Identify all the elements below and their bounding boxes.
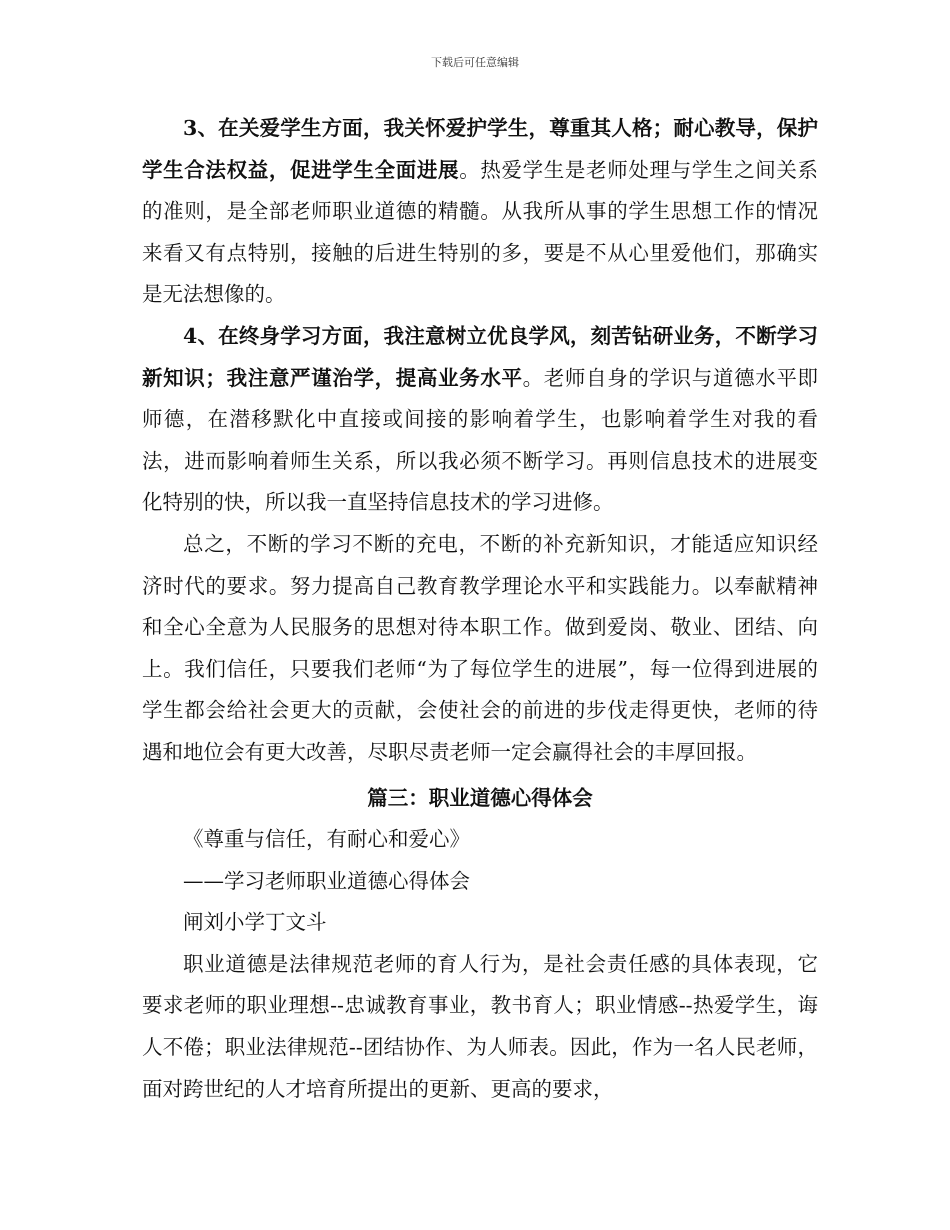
page-header: 下载后可任意编辑 [431,56,519,69]
document-body [142,108,818,1110]
paragraph-ethics-intro [142,944,818,1110]
essay-subtitle: ——学习老师职业道德心得体会 [183,868,470,893]
paragraph-text: 。老师自身的学识与道德水平即师德，在潜移默化中直接或间接的影响着学生，也影响着学生对我的看法，进而影响着师生关系，所以我必须不断学习。再则信息技术的进展变化特别的快，所以我一直坚持信息技术的学习进修。 [142,365,819,515]
paragraph-summary [142,524,818,774]
paragraph-text: 。热爱学生是老师处理与学生之间关系的准则，是全部老师职业道德的精髓。从我所从事的学生思想工作的情况来看又有点特别，接触的后进生特别的多，要是不从心里爱他们，那确实是无法想像的。 [142,157,819,307]
paragraph-heading: 4、在终身学习方面，我注意树立优良学风，刻苦钻研业务，不断学习新知识；我注意严谨治学，提高业务水平 [142,323,818,390]
paragraph-heading: 3、在关爱学生方面，我关怀爱护学生，尊重其人格；耐心教导，保护学生合法权益，促进学生全面进展 [142,116,818,182]
paragraph-lifelong-learning [142,316,818,524]
paragraph-text: 总之，不断的学习不断的充电，不断的补充新知识，才能适应知识经济时代的要求。努力提高自己教育教学理论水平和实践能力。以奉献精神和全心全意为人民服务的思想对待本职工作。做到爱岗、敬业、团结、向上。我们信任，只要我们老师“为了每位学生的进展”，每一位得到进展的学生都会给社会更大的贡献，会使社会的前进的步伐走得更快，老师的待遇和地位会有更大改善，尽职尽责老师一定会赢得社会的丰厚回报。 [142,531,818,764]
section-title: 篇三：职业道德心得体会 [367,785,593,810]
paragraph-text: 职业道德是法律规范老师的育人行为，是社会责任感的具体表现，它要求老师的职业理想--忠诚教育事业，教书育人；职业情感--热爱学生，诲人不倦；职业法律规范--团结协作、为人师表。因此，作为一名人民老师，面对跨世纪的人才培育所提出的更新、更高的要求， [142,951,818,1101]
essay-title: 《尊重与信任，有耐心和爱心》 [183,827,470,852]
essay-author: 闸刘小学丁文斗 [183,910,327,935]
paragraph-care-students [142,108,818,316]
